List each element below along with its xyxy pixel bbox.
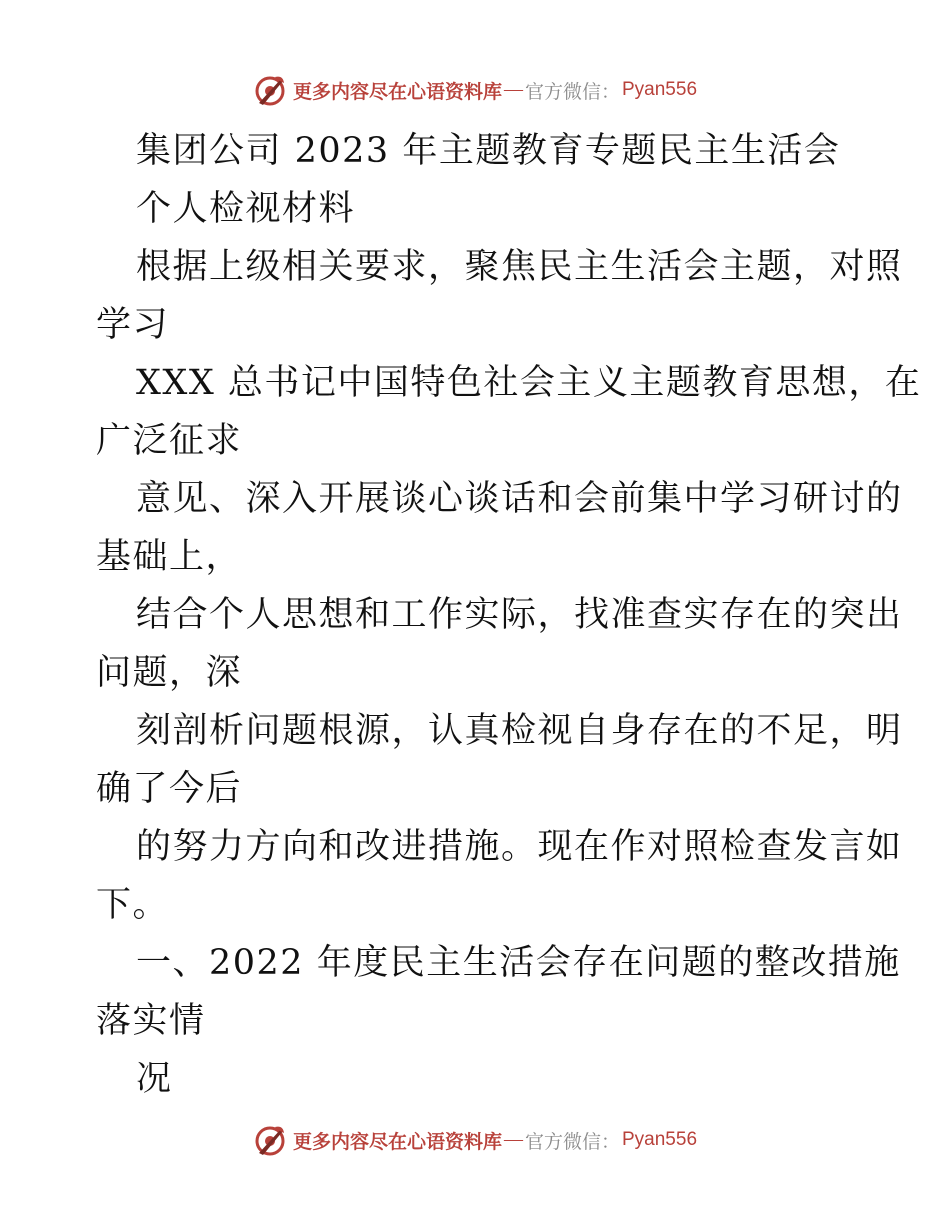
watermark-brand: 更多内容尽在心语资料库: [292, 80, 502, 103]
document-line: 确了今后: [96, 769, 243, 809]
document-line: 学习: [96, 305, 170, 345]
watermark-brand: 更多内容尽在心语资料库: [292, 1130, 502, 1153]
document-line: 意见、深入开展谈心谈话和会前集中学习研讨的: [136, 479, 903, 519]
document-line: 个人检视材料: [136, 189, 356, 229]
document-line: 基础上，: [96, 537, 243, 577]
document-line: 集团公司 2023 年主题教育专题民主生活会: [136, 131, 841, 171]
document-line: 的努力方向和改进措施。现在作对照检查发言如: [136, 827, 903, 867]
watermark-text: [293, 1127, 697, 1154]
document-body: [96, 122, 922, 1108]
document-line: 根据上级相关要求，聚焦民主生活会主题，对照: [136, 247, 903, 287]
watermark-wechat-id: Pyan556: [622, 1129, 698, 1150]
document-line: XXX 总书记中国特色社会主义主题教育思想，在: [136, 363, 922, 403]
quill-seal-icon: [253, 1123, 287, 1157]
watermark-text: [293, 77, 697, 104]
footer-watermark: [0, 1120, 950, 1160]
watermark-wechat-id: Pyan556: [622, 79, 698, 100]
document-line: 况: [136, 1059, 173, 1099]
watermark-dash: —: [503, 79, 523, 100]
header-watermark: [0, 70, 950, 110]
document-line: 结合个人思想和工作实际，找准查实存在的突出: [136, 595, 903, 635]
watermark-dash: —: [503, 1129, 523, 1150]
document-line: 刻剖析问题根源，认真检视自身存在的不足，明: [136, 711, 903, 751]
document-line: 问题，深: [96, 653, 243, 693]
watermark-official-label: 官方微信：: [524, 80, 620, 103]
quill-seal-icon: [253, 73, 287, 107]
document-line: 广泛征求: [96, 421, 243, 461]
document-line: 下。: [96, 885, 170, 925]
watermark-official-label: 官方微信：: [524, 1130, 620, 1153]
document-line: 一、2022 年度民主生活会存在问题的整改措施: [136, 943, 901, 983]
document-line: 落实情: [96, 1001, 206, 1041]
